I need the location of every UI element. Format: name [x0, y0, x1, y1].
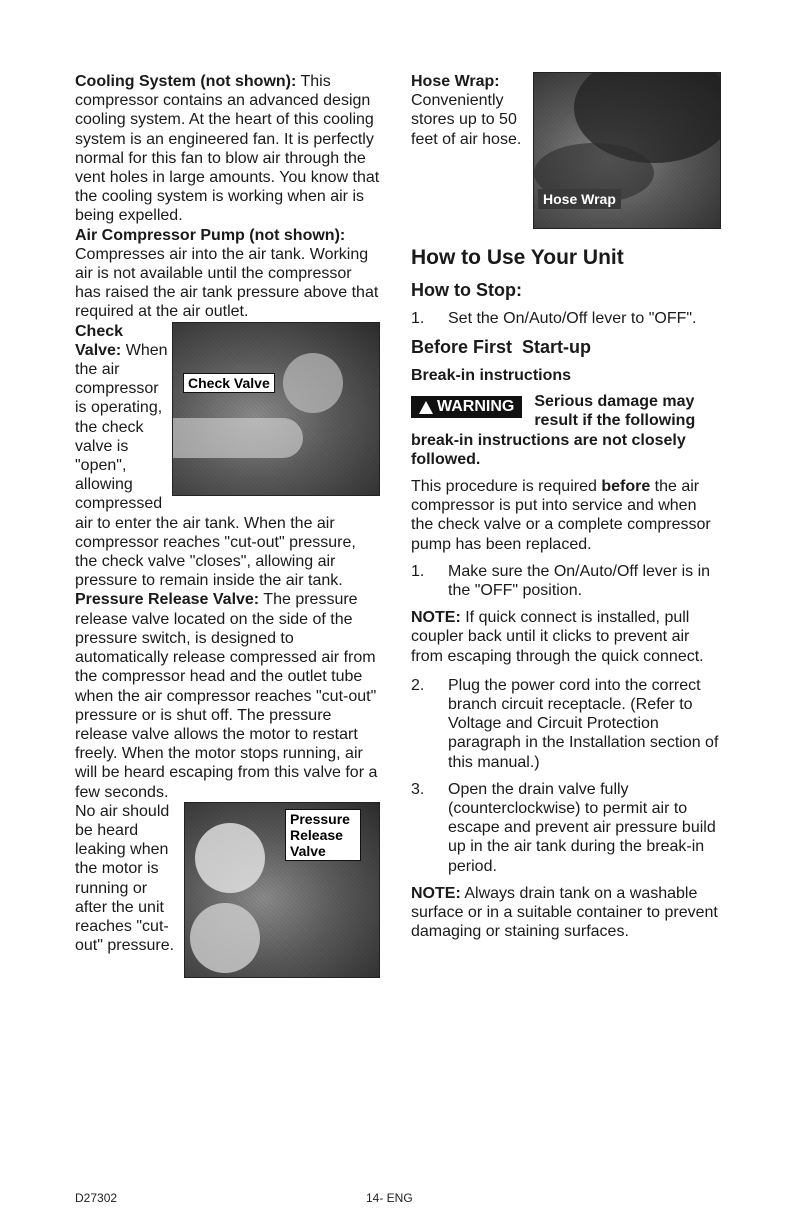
left-column [75, 72, 380, 980]
relief-valve-title: Pressure Release Valve: [75, 591, 260, 609]
hose-wrap-photo [533, 72, 721, 229]
warning-badge [411, 396, 522, 418]
procedure-bold: before [601, 478, 651, 496]
procedure-post: the air compressor is put into service and when the check valve or a complete compressor pump has been replaced. [411, 478, 711, 553]
breakin-step-2 [411, 676, 721, 772]
gauge-shape [195, 823, 265, 893]
document-number: D27302 [75, 1191, 118, 1205]
hose-wrap-text: Conveniently stores up to 50 feet of air hose. [411, 92, 522, 148]
note-text: Always drain tank on a washable surface or in a suitable container to prevent damaging or staining surfaces. [411, 884, 718, 941]
pump-title: Air Compressor Pump (not shown): [75, 226, 346, 244]
check-valve-label: Check Valve [183, 373, 275, 393]
check-valve-text: When the air compressor is operating, the check valve is "open", allowing compressed air to enter the air tank. When the air compressor reaches "cut-out" pressure, the check valve "closes", allowing air pressure to remain inside the air tank. [75, 341, 356, 590]
procedure-pre: This procedure is required [411, 478, 602, 496]
stop-step-number: 1. [411, 310, 425, 327]
how-to-stop-heading: How to Stop: [411, 280, 522, 300]
pump-text: Compresses air into the air tank. Working air is not available until the compressor has raised the air tank pressure above that required at the air outlet. [75, 245, 379, 321]
procedure-paragraph [411, 477, 721, 554]
note-text: If quick connect is installed, pull coupler back until it clicks to prevent air from escaping through the quick connect. [411, 609, 704, 665]
pressure-release-valve-label: Pressure Release Valve [285, 809, 361, 861]
right-column [411, 72, 721, 941]
how-to-use-heading: How to Use Your Unit [411, 246, 624, 269]
stop-step-text: Set the On/Auto/Off lever to "OFF". [448, 310, 697, 327]
cooling-system-text: This compressor contains an advanced design cooling system. At the heart of this cooling system is an engineered fan. It is perfectly normal for this fan to blow air through the vent holes in large amounts. You know that the cooling system is working when air is being expelled. [75, 73, 380, 225]
step-number: 2. [411, 676, 425, 694]
relief-valve-paragraph-2: No air should be heard leaking when the motor is running or after the unit reaches "cut-out" pressure. [75, 802, 175, 955]
relief-valve-paragraph [75, 590, 380, 801]
hose-wrap-label: Hose Wrap [538, 189, 621, 209]
warning-triangle-icon [419, 401, 433, 414]
relief-valve-text: The pressure release valve located on the side of the pressure switch, is designed to automatically release compressed air from the compressor head and the outlet tube when the air compressor reaches "cut-out" pressure or is shut off. The pressure release valve allows the motor to restart freely. When the motor stops running, air will be heard escaping from this valve for a few seconds. [75, 591, 378, 801]
cooling-system-title: Cooling System (not shown): [75, 73, 297, 90]
breakin-step-3 [411, 780, 721, 876]
before-first-startup-heading: Before First Start-up [411, 337, 592, 358]
note-label: NOTE: [411, 884, 461, 902]
pump-paragraph [75, 226, 380, 322]
breakin-step-1 [411, 562, 721, 600]
pressure-release-valve-photo [184, 802, 380, 978]
gauge-shape-2 [190, 903, 260, 973]
stop-step-1 [411, 309, 721, 328]
hose-wrap-title: Hose Wrap: [411, 73, 500, 90]
step-text: Open the drain valve fully (counterclockwise) to permit air to escape and prevent air pressure build up in the air tank during the break-in period. [448, 780, 716, 875]
step-text: Make sure the On/Auto/Off lever is in the "OFF" position. [448, 562, 711, 600]
page-number: 14- ENG [366, 1191, 413, 1205]
check-valve-title: Check Valve: [75, 322, 124, 359]
warning-block [411, 392, 721, 469]
check-valve-photo [172, 322, 380, 496]
note-drain-tank [411, 884, 721, 942]
tube-shape [172, 418, 303, 458]
warning-text: Serious damage may result if the following break-in instructions are not closely followed. [411, 393, 696, 468]
step-number: 1. [411, 562, 425, 580]
step-text: Plug the power cord into the correct branch circuit receptacle. (Refer to Voltage and Circuit Protection paragraph in the Installation section of this manual.) [448, 676, 719, 771]
note-quick-connect [411, 608, 721, 666]
warning-badge-label: WARNING [437, 398, 515, 416]
step-number: 3. [411, 780, 425, 798]
valve-fitting-shape [283, 353, 343, 413]
break-in-heading: Break-in instructions [411, 367, 572, 385]
cooling-system-paragraph [75, 72, 380, 226]
note-label: NOTE: [411, 609, 461, 627]
